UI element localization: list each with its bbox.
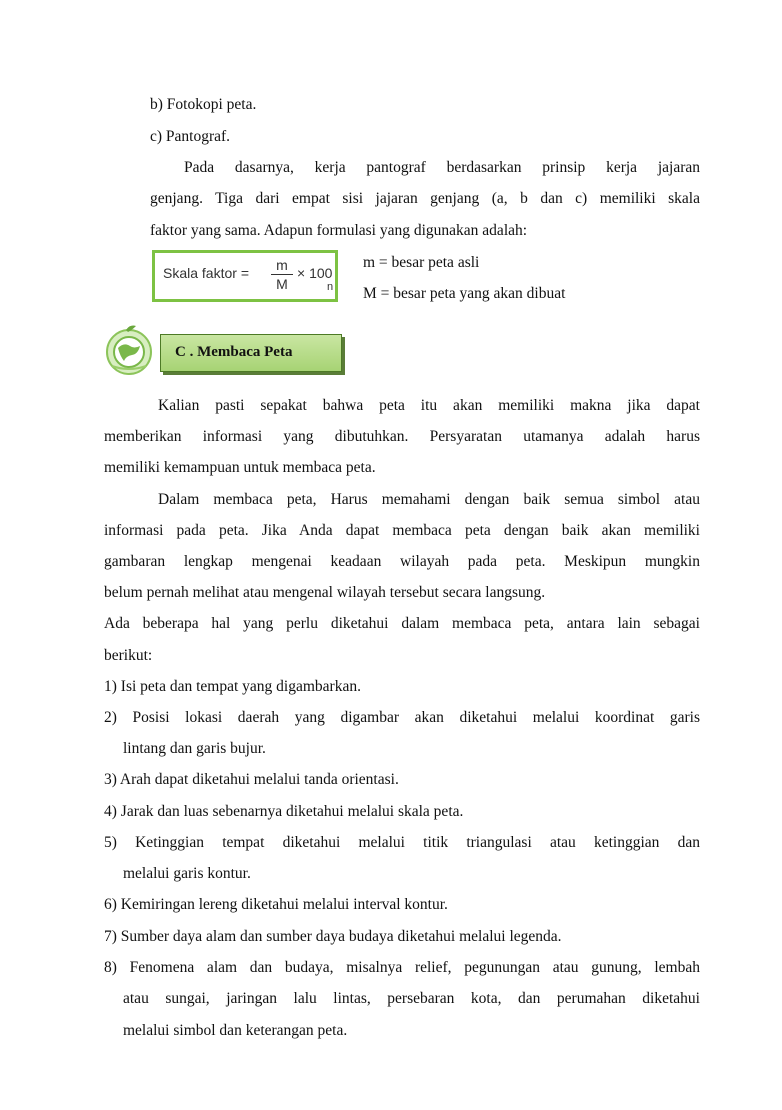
legend-m: m = besar peta asli <box>363 254 480 271</box>
list-item-continuation: melalui garis kontur. <box>123 865 251 882</box>
list-item-continuation: melalui simbol dan keterangan peta. <box>123 1022 348 1039</box>
paragraph-line: Dalam membaca peta, Harus memahami dengan baik semua simbol atau <box>158 491 700 508</box>
list-item-pantograf: c) Pantograf. <box>150 128 231 145</box>
paragraph-line: Ada beberapa hal yang perlu diketahui dalam membaca peta, antara lain sebagai <box>104 615 700 632</box>
list-item: 4) Jarak dan luas sebenarnya diketahui melalui skala peta. <box>104 803 464 820</box>
list-item: 3) Arah dapat diketahui melalui tanda orientasi. <box>104 771 399 788</box>
paragraph-line: Pada dasarnya, kerja pantograf berdasarkan prinsip kerja jajaran <box>184 159 700 176</box>
section-heading-banner <box>160 334 342 372</box>
formula-fraction <box>271 257 293 292</box>
list-item: 8) Fenomena alam dan budaya, misalnya relief, pegunungan atau gunung, lembah <box>104 959 700 976</box>
paragraph-line: gambaran lengkap mengenai keadaan wilayah pada peta. Meskipun mungkin <box>104 553 700 570</box>
list-item: 5) Ketinggian tempat diketahui melalui titik triangulasi atau ketinggian dan <box>104 834 700 851</box>
legend-M: M = besar peta yang akan dibuat <box>363 285 566 302</box>
list-item-continuation: atau sungai, jaringan lalu lintas, persebaran kota, dan perumahan diketahui <box>123 990 700 1007</box>
paragraph-line: genjang. Tiga dari empat sisi jajaran genjang (a, b dan c) memiliki skala <box>150 190 700 207</box>
globe-icon <box>102 322 156 376</box>
list-item: 7) Sumber daya alam dan sumber daya budaya diketahui melalui legenda. <box>104 928 562 945</box>
paragraph-line: Kalian pasti sepakat bahwa peta itu akan memiliki makna jika dapat <box>158 397 700 414</box>
list-item: 2) Posisi lokasi daerah yang digambar akan diketahui melalui koordinat garis <box>104 709 700 726</box>
list-item: 1) Isi peta dan tempat yang digambarkan. <box>104 678 361 695</box>
list-item: 6) Kemiringan lereng diketahui melalui interval kontur. <box>104 896 448 913</box>
paragraph-line: faktor yang sama. Adapun formulasi yang digunakan adalah: <box>150 222 528 239</box>
paragraph-line: berikut: <box>104 647 153 664</box>
formula-multiplier: × 100 <box>297 265 333 281</box>
formula-label: Skala faktor = <box>163 265 249 281</box>
paragraph-line: memiliki kemampuan untuk membaca peta. <box>104 459 376 476</box>
formula-numerator: m <box>276 257 288 273</box>
formula-denominator: M <box>276 276 288 292</box>
list-item-fotokopi: b) Fotokopi peta. <box>150 96 257 113</box>
list-item-continuation: lintang dan garis bujur. <box>123 740 266 757</box>
paragraph-line: informasi pada peta. Jika Anda dapat membaca peta dengan baik akan memiliki <box>104 522 700 539</box>
paragraph-line: belum pernah melihat atau mengenal wilayah tersebut secara langsung. <box>104 584 546 601</box>
formula-box <box>152 250 338 302</box>
section-heading-title: C . Membaca Peta <box>175 344 293 360</box>
paragraph-line: memberikan informasi yang dibutuhkan. Persyaratan utamanya adalah harus <box>104 428 700 445</box>
formula-subscript: n <box>327 281 334 293</box>
